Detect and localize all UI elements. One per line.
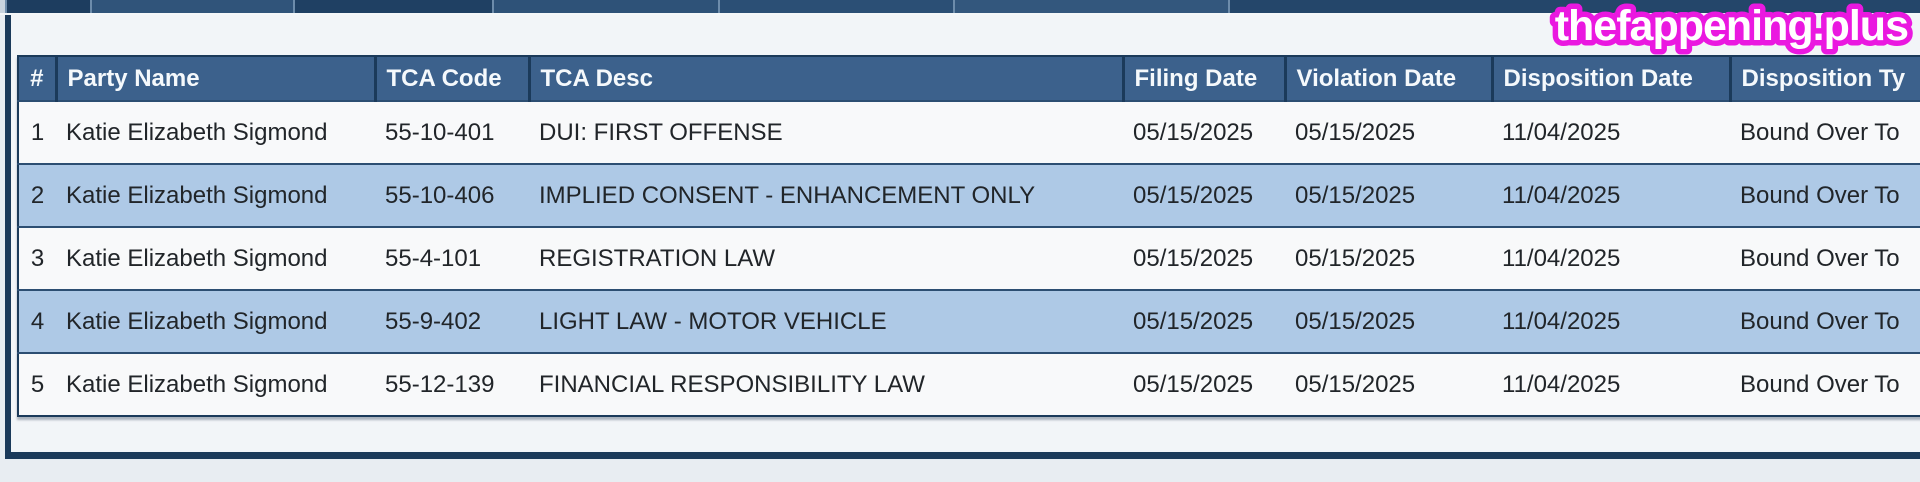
cell-violation-date: 05/15/2025 <box>1285 353 1492 416</box>
table-row <box>18 290 1920 353</box>
browser-tab-4[interactable] <box>492 0 718 13</box>
column-header-violation-date: Violation Date <box>1285 56 1492 101</box>
cell-disposition-type: Bound Over To <box>1730 227 1920 290</box>
table-row <box>18 101 1920 164</box>
cell-filing-date: 05/15/2025 <box>1123 101 1285 164</box>
cell-disposition-date: 11/04/2025 <box>1492 101 1730 164</box>
table-row <box>18 164 1920 227</box>
cell-violation-date: 05/15/2025 <box>1285 164 1492 227</box>
cell-party-name: Katie Elizabeth Sigmond <box>56 164 375 227</box>
cell-disposition-type: Bound Over To <box>1730 290 1920 353</box>
cell-filing-date: 05/15/2025 <box>1123 290 1285 353</box>
cell-tca-desc: DUI: FIRST OFFENSE <box>529 101 1123 164</box>
cell-tca-code: 55-9-402 <box>375 290 529 353</box>
cell-tca-code: 55-10-406 <box>375 164 529 227</box>
cell-disposition-date: 11/04/2025 <box>1492 227 1730 290</box>
browser-tab-6[interactable] <box>953 0 1228 13</box>
cell-number: 1 <box>18 101 56 164</box>
cell-disposition-type: Bound Over To <box>1730 353 1920 416</box>
column-header-tca-desc: TCA Desc <box>529 56 1123 101</box>
browser-tab-3[interactable] <box>293 0 492 13</box>
cell-tca-desc: IMPLIED CONSENT - ENHANCEMENT ONLY <box>529 164 1123 227</box>
cell-party-name: Katie Elizabeth Sigmond <box>56 290 375 353</box>
table-header-row <box>18 56 1920 101</box>
cell-number: 4 <box>18 290 56 353</box>
cell-party-name: Katie Elizabeth Sigmond <box>56 353 375 416</box>
cell-filing-date: 05/15/2025 <box>1123 164 1285 227</box>
charges-table <box>17 55 1920 417</box>
cell-party-name: Katie Elizabeth Sigmond <box>56 101 375 164</box>
cell-disposition-type: Bound Over To <box>1730 101 1920 164</box>
column-header-disposition-date: Disposition Date <box>1492 56 1730 101</box>
cell-number: 2 <box>18 164 56 227</box>
cell-violation-date: 05/15/2025 <box>1285 101 1492 164</box>
column-header-party-name: Party Name <box>56 56 375 101</box>
site-watermark-text: thefappening.plus <box>1554 2 1908 50</box>
cell-number: 5 <box>18 353 56 416</box>
cell-party-name: Katie Elizabeth Sigmond <box>56 227 375 290</box>
cell-tca-desc: FINANCIAL RESPONSIBILITY LAW <box>529 353 1123 416</box>
column-header-disposition-type: Disposition Ty <box>1730 56 1920 101</box>
column-header-tca-code: TCA Code <box>375 56 529 101</box>
cell-tca-desc: LIGHT LAW - MOTOR VEHICLE <box>529 290 1123 353</box>
site-watermark <box>1436 0 1916 55</box>
browser-tab-1[interactable] <box>5 0 90 13</box>
cell-tca-code: 55-4-101 <box>375 227 529 290</box>
cell-tca-code: 55-10-401 <box>375 101 529 164</box>
cell-violation-date: 05/15/2025 <box>1285 290 1492 353</box>
cell-disposition-type: Bound Over To <box>1730 164 1920 227</box>
table-row <box>18 353 1920 416</box>
cell-violation-date: 05/15/2025 <box>1285 227 1492 290</box>
cell-filing-date: 05/15/2025 <box>1123 353 1285 416</box>
cell-disposition-date: 11/04/2025 <box>1492 290 1730 353</box>
column-header-number: # <box>18 56 56 101</box>
cell-filing-date: 05/15/2025 <box>1123 227 1285 290</box>
cell-tca-code: 55-12-139 <box>375 353 529 416</box>
browser-tab-5[interactable] <box>718 0 953 13</box>
column-header-filing-date: Filing Date <box>1123 56 1285 101</box>
cell-number: 3 <box>18 227 56 290</box>
browser-tab-2[interactable] <box>90 0 293 13</box>
cell-disposition-date: 11/04/2025 <box>1492 353 1730 416</box>
table-row <box>18 227 1920 290</box>
cell-disposition-date: 11/04/2025 <box>1492 164 1730 227</box>
cell-tca-desc: REGISTRATION LAW <box>529 227 1123 290</box>
